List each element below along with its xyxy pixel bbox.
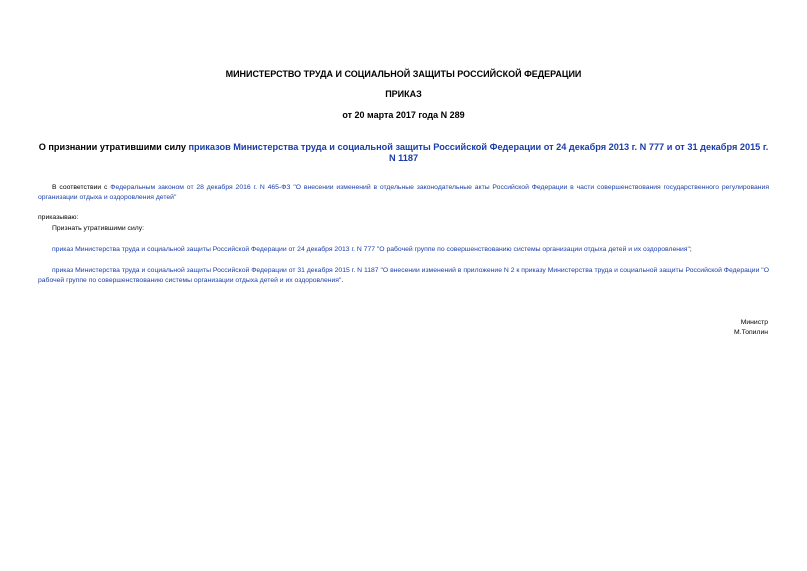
item1-suffix: ; [689,246,692,253]
list-item [38,245,769,255]
item2-suffix: . [341,277,344,285]
ministry-heading: МИНИСТЕРСТВО ТРУДА И СОЦИАЛЬНОЙ ЗАЩИТЫ РОССИЙСКОЙ ФЕДЕРАЦИИ [225,69,582,79]
order-word: приказываю: [38,214,79,221]
federal-law-link[interactable]: Федеральным законом от 28 декабря 2016 г. N 465-ФЗ "О внесении изменений в отдельные законодательные акты Российской Федерации в части совершенствования государственного регулирования организации отдыха и оздоровления детей" [38,184,769,202]
document-title [38,142,769,164]
document-type: ПРИКАЗ [385,89,422,99]
signature-position: Министр [740,319,768,326]
title-link[interactable]: приказов Министерства труда и социальной защиты Российской Федерации от 24 декабря 2013 г. N 777 и от 31 декабря 2015 г. N 1187 [188,142,769,163]
document-date-number: от 20 марта 2017 года N 289 [342,110,465,120]
recognize-paragraph: Признать утратившими силу: [52,225,145,232]
list-item [38,266,769,287]
order-777-link[interactable]: приказ Министерства труда и социальной защиты Российской Федерации от 24 декабря 2013 г. N 777 "О рабочей группе по совершенствованию системы организации отдыха детей и их оздоровления" [52,246,690,253]
order-1187-link[interactable]: приказ Министерства труда и социальной защиты Российской Федерации от 31 декабря 2015 г. N 1187 "О внесении изменений в приложение N 2 к приказу Министерства труда и социальной защиты Российской Федерации "О рабочей группе по совершенствованию системы организации отдыха детей и их оздоровления" [38,267,769,285]
basis-prefix: В соответствии с [52,184,111,191]
title-prefix: О признании утратившими силу [38,142,189,152]
signature-name: М.Топилин [734,329,768,336]
basis-paragraph [38,183,769,204]
